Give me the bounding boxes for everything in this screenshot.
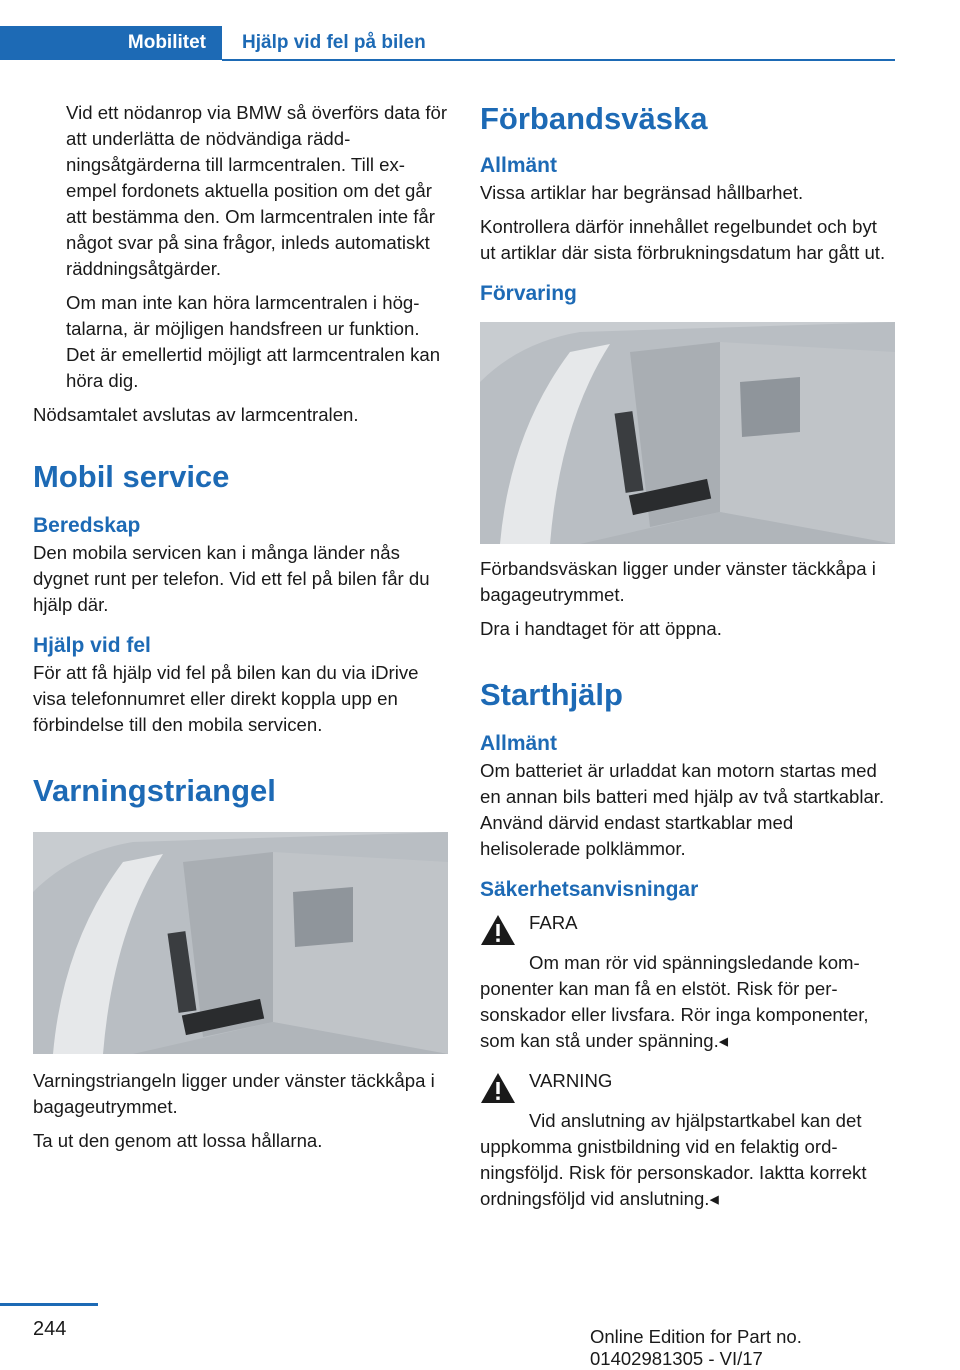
warning-body: Om man rör vid spänningsledande komponenter kan man få en elstöt. Risk för personskador eller livsfara. Rör inga komponenter, som kan stå under spänning.◂ [480,952,869,1051]
warning-title: VARNING [529,1070,613,1091]
paragraph: Om batteriet är urladdat kan motorn startas med en annan bils batteri med hjälp av två startkablar. Använd därvid endast startkablar med helisolerade polklämmor. [480,760,885,859]
paragraph: Varningstriangeln ligger under vänster täckkåpa i bagageutrymmet. [33,1070,435,1117]
paragraph: Kontrollera därför innehållet regelbundet och byt ut artiklar där sista förbrukningsdatum har gått ut. [480,216,886,263]
left-column [33,100,448,1162]
heading-varningstriangel: Varningstriangel [33,773,276,808]
trunk-photo [33,832,448,1054]
warning-title: FARA [529,912,578,933]
warning-block [480,1068,895,1212]
right-column [480,100,895,1212]
trunk-photo [480,322,895,544]
warning-block [480,910,895,1054]
warning-body: Vid anslutning av hjälpstartkabel kan det uppkomma gnistbildning vid en felaktig ordningsföljd. Risk för personskador. Iaktta korrekt ordningsföljd vid anslutning.◂ [480,1110,867,1209]
heading-hjalp-vid-fel: Hjälp vid fel [33,634,151,657]
trunk-illustration [33,832,448,1054]
warning-triangle-icon [480,914,516,946]
trunk-illustration [480,322,895,544]
heading-forvaring: Förvaring [480,282,577,305]
heading-forbandsvaska: Förbandsväska [480,101,708,136]
paragraph: Vissa artiklar har begränsad hållbarhet. [480,182,804,203]
header-rule [222,59,895,61]
page-number: 244 [33,1318,67,1340]
heading-allmant: Allmänt [480,154,558,177]
paragraph: Ta ut den genom att lossa hållarna. [33,1130,323,1151]
heading-sakerhetsanvisningar: Säkerhetsanvisningar [480,878,699,901]
paragraph: Om man inte kan höra larmcentralen i högtalarna, är möjligen handsfreen ur funktion. Det är emellertid möjligt att larmcentralen kan höra dig. [66,292,441,391]
paragraph: Nödsamtalet avslutas av larmcentralen. [33,404,359,425]
heading-allmant: Allmänt [480,732,558,755]
heading-starthjalp: Starthjälp [480,677,623,712]
heading-mobil-service: Mobil service [33,459,230,494]
paragraph: För att få hjälp vid fel på bilen kan du via iDrive visa telefonnumret eller direkt koppla upp en förbindelse till den mobila servicen. [33,662,419,735]
paragraph: Dra i handtaget för att öppna. [480,618,722,639]
footer-rule [0,1303,98,1306]
warning-text [480,950,895,1054]
paragraph: Vid ett nödanrop via BMW så överförs data för att underlätta de nödvändiga räddningsåtgärderna till larmcentralen. Till exempel fordonets aktuella position om det går att bestämma den. Om larmcentralen inte får något svar på sina frågor, inleds automatiskt räddningsåtgärder. [66,102,448,279]
edition-note: Online Edition for Part no. 01402981305 - VI/17 [590,1326,802,1369]
heading-beredskap: Beredskap [33,514,141,537]
paragraph: Den mobila servicen kan i många länder nås dygnet runt per telefon. Vid ett fel på bilen får du hjälp där. [33,542,430,615]
page-header [0,26,895,60]
warning-triangle-icon [480,1072,516,1104]
warning-text [480,1108,895,1212]
paragraph: Förbandsväskan ligger under vänster täckkåpa i bagageutrymmet. [480,558,876,605]
subsection-tab: Hjälp vid fel på bilen [242,32,426,53]
section-tab: Mobilitet [0,26,222,60]
